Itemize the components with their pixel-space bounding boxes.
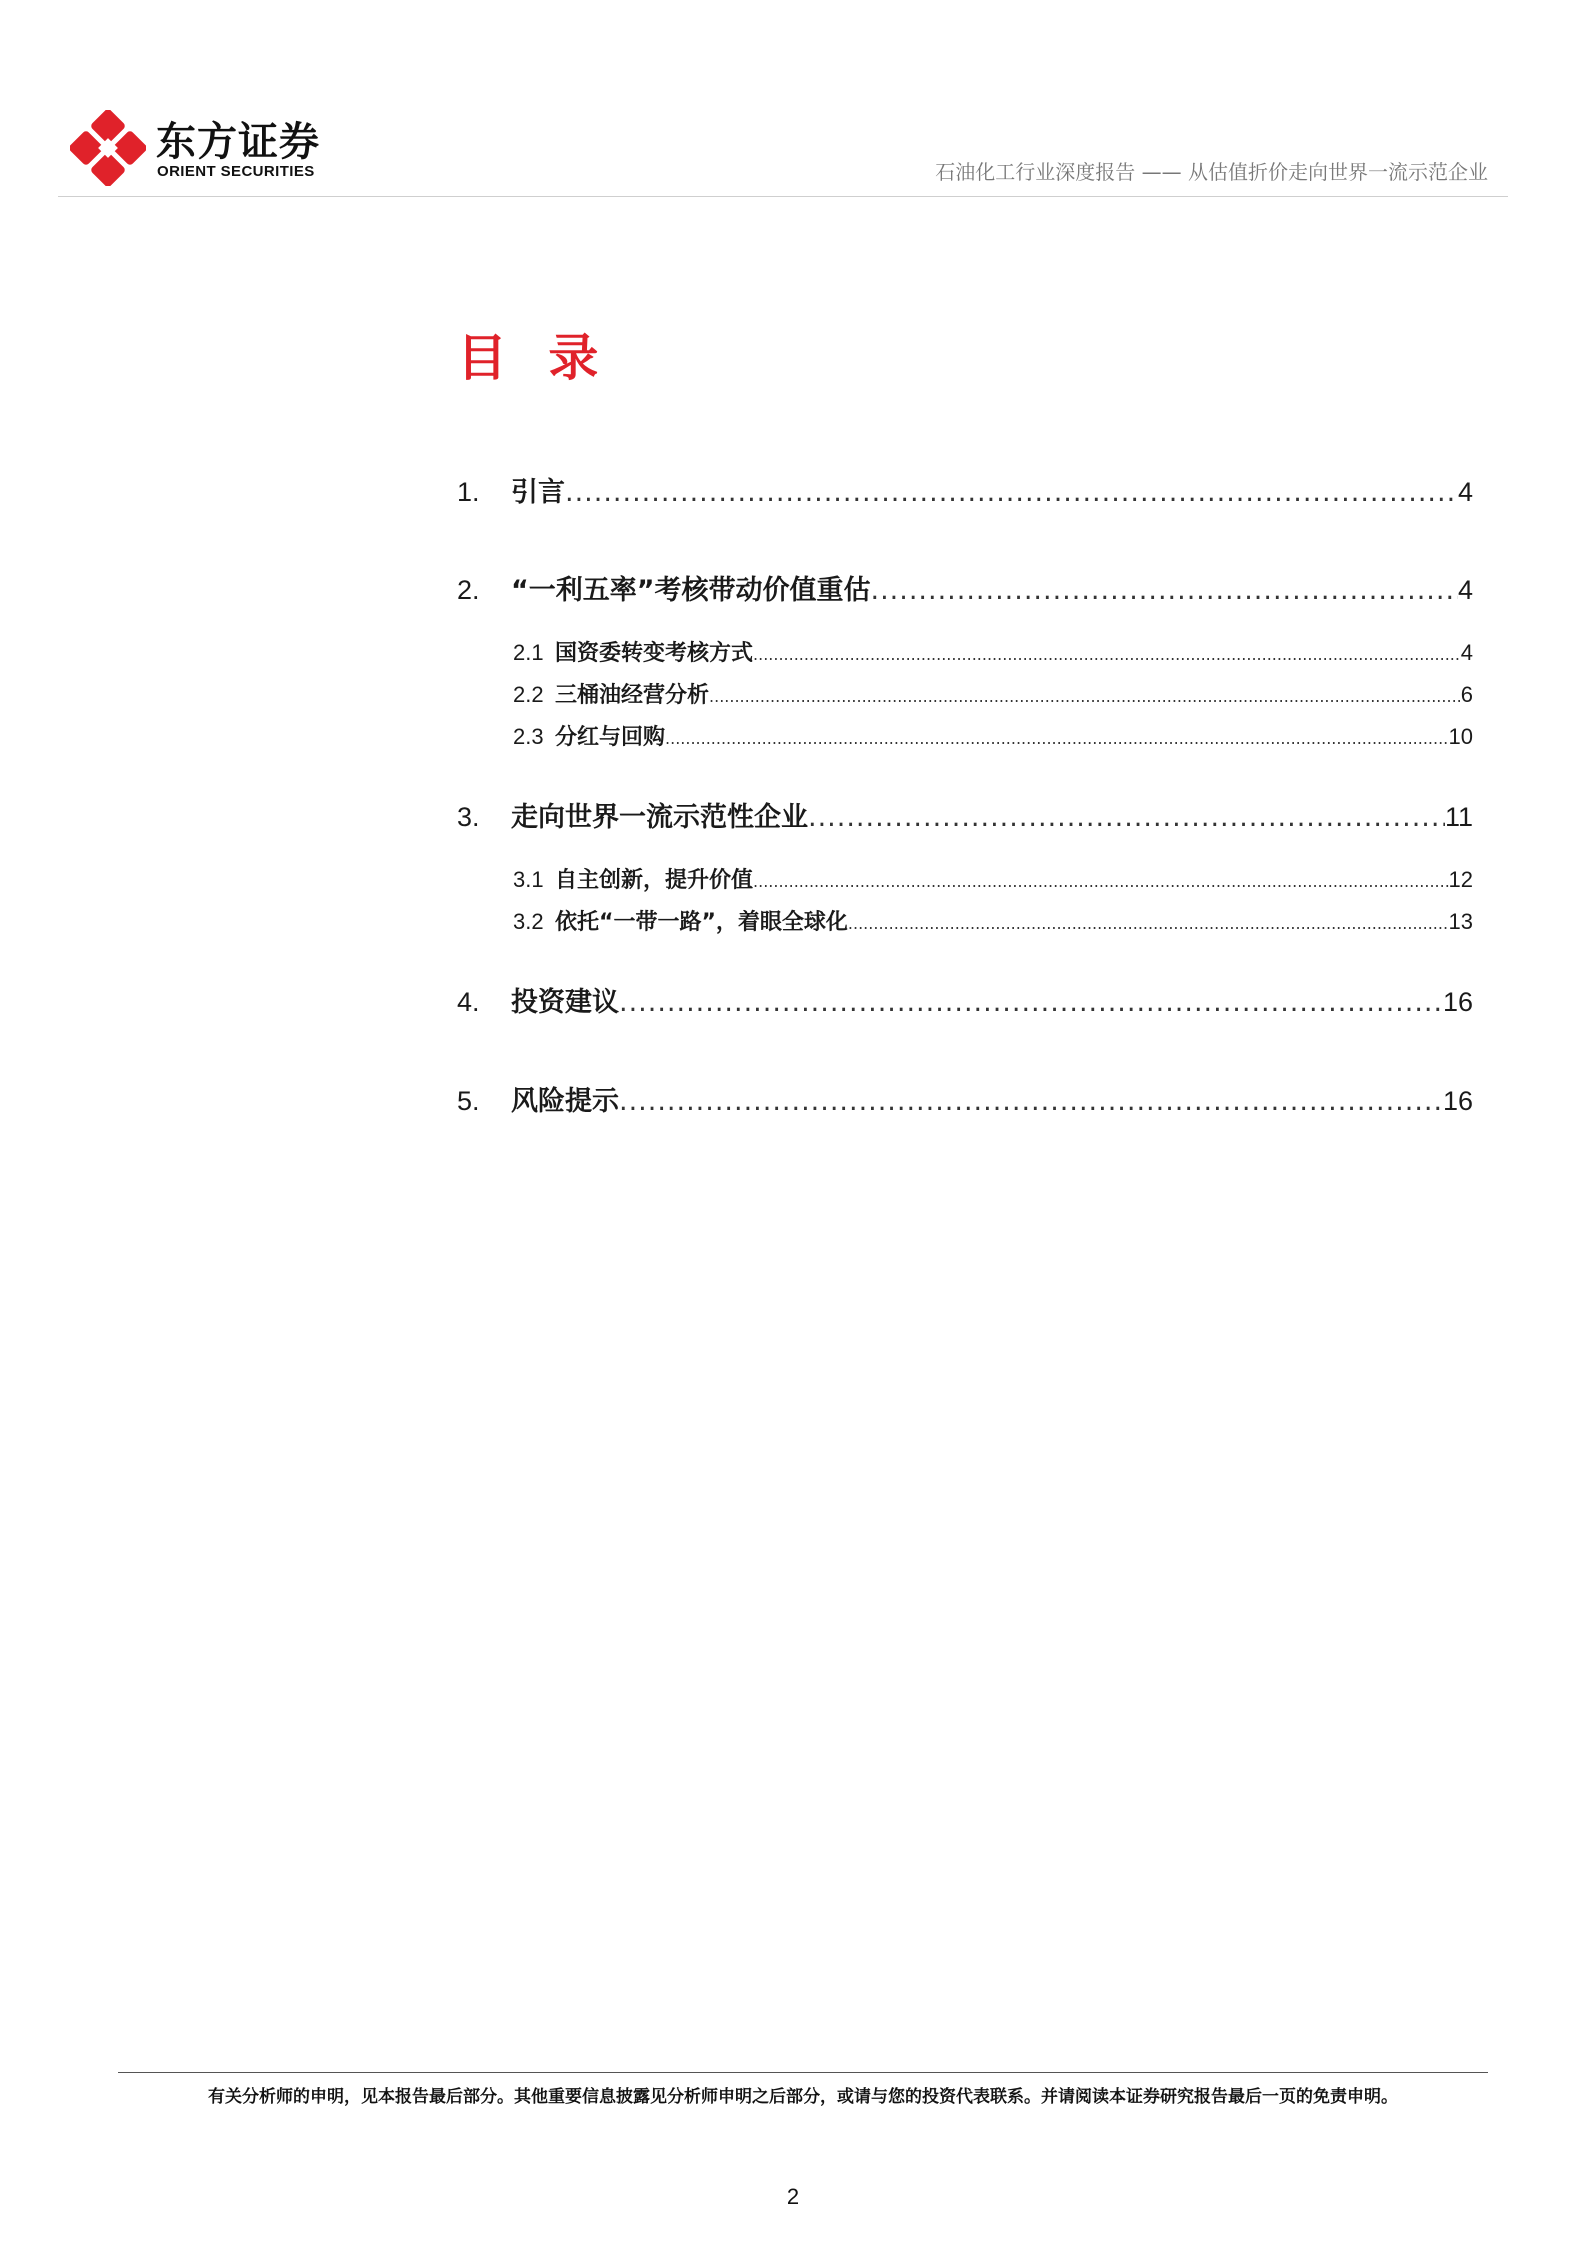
- dot-leader: [619, 987, 1443, 1018]
- toc-entry[interactable]: [457, 1079, 1473, 1119]
- toc-entry-title: 走向世界一流示范性企业: [511, 802, 808, 833]
- toc-subentry[interactable]: [513, 720, 1473, 752]
- toc-entry-number: 1.: [457, 477, 480, 507]
- toc-entry-page: 11: [1444, 802, 1473, 832]
- toc-subentry[interactable]: [513, 863, 1473, 895]
- dot-leader: [665, 729, 1449, 748]
- orient-securities-logo-icon: [70, 110, 146, 186]
- toc-entry-number: 4.: [457, 987, 480, 1017]
- toc-entry-title: 依托“一带一路”，着眼全球化: [555, 910, 848, 935]
- toc-entry-page: 12: [1448, 867, 1473, 892]
- toc-entry-page: 10: [1448, 724, 1473, 749]
- toc-entry-page: 16: [1442, 1086, 1473, 1116]
- dot-leader: [753, 645, 1461, 664]
- toc-entry-title: 引言: [511, 477, 565, 508]
- company-logo: [70, 110, 400, 190]
- toc-entry-title: 投资建议: [511, 987, 619, 1018]
- toc-entry-number: 2.1: [513, 640, 544, 665]
- toc-entry-title: “一利五率”考核带动价值重估: [511, 575, 871, 606]
- toc-entry-title: 风险提示: [511, 1086, 619, 1117]
- page-number: 2: [786, 2184, 800, 2209]
- toc-entry-page: 16: [1442, 987, 1473, 1017]
- toc-subentry[interactable]: [513, 678, 1473, 710]
- toc-entry-title: 分红与回购: [555, 725, 666, 750]
- dot-leader: [808, 802, 1445, 833]
- toc-entry-page: 4: [1457, 575, 1473, 605]
- brand-name-en: ORIENT SECURITIES: [157, 163, 315, 180]
- toc-entry-title: 国资委转变考核方式: [555, 641, 754, 666]
- toc-entry[interactable]: [457, 795, 1473, 835]
- dot-leader: [619, 1086, 1443, 1117]
- dot-leader: [848, 914, 1449, 933]
- toc-heading: 目 录: [457, 329, 611, 387]
- toc-entry-number: 2.3: [513, 724, 544, 749]
- dot-leader: [871, 575, 1458, 606]
- page-header: [58, 96, 1508, 197]
- toc-entry-title: 三桶油经营分析: [555, 683, 710, 708]
- toc-entry-page: 4: [1460, 640, 1473, 665]
- toc-entry-number: 3.2: [513, 909, 544, 934]
- toc-entry[interactable]: [457, 568, 1473, 608]
- toc-entry-number: 3.: [457, 802, 480, 832]
- toc-subentry[interactable]: [513, 905, 1473, 937]
- dot-leader: [709, 687, 1461, 706]
- toc-entry-number: 5.: [457, 1086, 480, 1116]
- toc-entry-page: 13: [1448, 909, 1473, 934]
- brand-name-cn: 东方证券: [156, 119, 320, 165]
- footer-disclaimer: 有关分析师的申明，见本报告最后部分。其他重要信息披露见分析师申明之后部分，或请与您的投资代表联系。并请阅读本证券研究报告最后一页的免责申明。: [208, 2087, 1398, 2107]
- dot-leader: [565, 477, 1458, 508]
- toc-entry-page: 6: [1460, 682, 1473, 707]
- toc-entry-page: 4: [1457, 477, 1473, 507]
- report-title: 石油化工行业深度报告 —— 从估值折价走向世界一流示范企业: [935, 160, 1488, 184]
- toc-entry-title: 自主创新，提升价值: [555, 868, 754, 893]
- toc-entry[interactable]: [457, 470, 1473, 510]
- toc-subentry[interactable]: [513, 636, 1473, 668]
- toc-entry-number: 3.1: [513, 867, 544, 892]
- toc-entry[interactable]: [457, 980, 1473, 1020]
- dot-leader: [753, 872, 1449, 891]
- toc-entry-number: 2.: [457, 575, 480, 605]
- toc-entry-number: 2.2: [513, 682, 544, 707]
- footer-divider: [118, 2072, 1488, 2073]
